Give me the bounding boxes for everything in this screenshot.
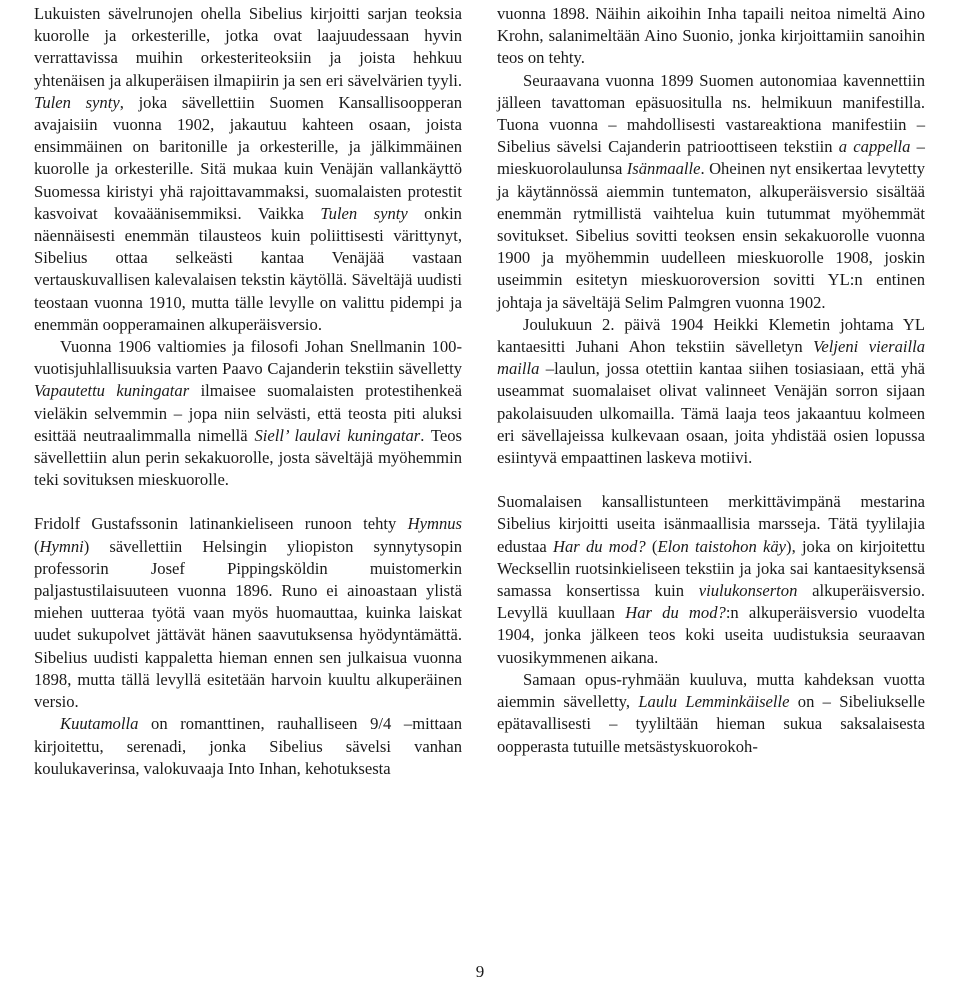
text: Vuonna 1906 valtiomies ja filosofi Johan Snellmanin 100-vuotisjuhlallisuuksia varten Paavo Cajanderin tekstiin sävelletty [34,337,462,379]
term-a-cappella: a cappella [838,137,911,157]
term-viulukonserton: viulukonserton [698,581,798,601]
text: on – Sibeliukselle epätavallisesti – tyyliltään hieman sukua saksalaisesta oopperasta tutuille metsästyskuorokoh- [497,692,925,756]
title-hymnus: Hymnus [407,514,462,534]
text: . Oheinen nyt ensikertaa levytetty ja käytännössä aiemmin tuntematon, alkuperäisversio sisältää enemmän rytmillistä vaihtelua kuin tutummat myöhemmät sovitukset. Sibelius sovitti teoksen ensin sekakuorolle vuonna 1900 ja myöhemmin uudelleen mieskuorolle 1908, joskin useimmin esitetyn mieskuoroversion sovitti YL:n entinen johtaja ja säveltäjä Selim Palmgren vuonna 1902. [497,159,925,312]
title-kuutamolla: Kuutamolla [60,714,139,734]
text: ilmaisee suomalaisten protestihenkeä vieläkin selvemmin – jopa niin selvästi, että teosta piti aluksi esittää neutraalimmalla nimellä [34,381,463,445]
text: , joka sävellettiin Suomen Kansallisoopperan avajaisiin vuonna 1902, jakautuu kahteen osaan, joista ensimmäinen on baritonille ja orkesterille, ja jälkimmäinen kuorolle ja orkesterille. Sitä mukaa kuin Venäjän vallankäyttö Suomessa kiristyi yhä rajoittavammaksi, suomalaisten protestit kasvoivat kovaäänisemmiksi. Vaikka [34,92,462,223]
text: . Teos sävellettiin alun perin sekakuorolle, josta säveltäjä myöhemmin teki sovituksen mieskuorolle. [34,425,463,490]
paragraph-vapautettu-kuningatar [34,336,462,491]
text: :n alkuperäisversio vuodelta 1904, jonka jälkeen teos koki useita uudistuksia seuraavan vuosikymmenen aikana. [497,603,925,667]
title-har-du-mod: Har du mod? [625,603,726,623]
text: ) sävellettiin Helsingin yliopiston synnytysopin professorin Josef Pippingsköldin muistomerkin paljastustilaisuuteen vuonna 1896. Runo ei ainoastaan ylistä miehen uutteraa työtä vaan myös huomauttaa, kuinka laiskat uudet sukupolvet jättävät hänen saavutuksensa hyödyntämättä. Sibelius uudisti kappaletta hieman ennen sen julkaisua vuonna 1898, mutta tällä levyllä esitetään harvoin kuultu alkuperäinen versio. [34,536,462,712]
paragraph-hymnus [34,513,462,713]
title-laulu-lemminkaiselle: Laulu Lemminkäiselle [638,692,790,712]
title-siell-laulavi-kuningatar: Siell’ laulavi kuningatar [254,425,421,445]
text: alkuperäisversio. Levyllä kuullaan [497,581,925,623]
text: ), joka on kirjoitettu Wecksellin ruotsinkieliseen tekstiin ja joka sai kantaesityksensä samassa konsertissa kuin [497,536,926,601]
paragraph-kuutamolla [34,713,462,780]
title-veljeni-vierailla-mailla: Veljeni vierailla mailla [497,337,926,379]
text: onkin näennäisesti enemmän tilausteos kuin poliittisesti värittynyt, Sibelius ottaa selkeästi kantaa Venäjää vastaan vertauskuvallisen kalevalaisen tekstin käytöllä. Säveltäjä uudisti teostaan vuonna 1910, mutta tälle levylle on valittu pidempi ja enemmän oopperamainen alkuperäisversio. [34,203,462,334]
left-column [34,3,462,780]
text: Fridolf Gustafssonin latinankieliseen runoon tehty [34,514,408,534]
text: Seuraavana vuonna 1899 Suomen autonomiaa kavennettiin jälleen tavattoman epäsuositulla ns. helmikuun manifestilla. Tuona vuonna – mahdollisesti vastareaktiona manifestiin – Sibelius sävelsi Cajanderin patrioottiseen tekstiin [497,70,925,157]
text: ( [34,536,40,556]
paragraph-laulu-lemminkaiselle [497,669,925,758]
text: Joulukuun 2. päivä 1904 Heikki Klemetin johtama YL kantaesitti Juhani Ahon tekstiin sävelletyn [497,314,925,357]
text: vuonna 1898. Näihin aikoihin Inha tapaili neitoa nimeltä Aino Krohn, salanimeltään Aino Suonio, jonka kirjoittamiin sanoihin teos on tehty. [497,4,925,68]
paragraph-har-du-mod [497,491,925,669]
title-tulen-synty: Tulen synty [320,203,408,223]
text: –laulun, jossa otettiin kantaa siihen tosiasiaan, että yhä useammat suomalaiset olivat valinneet Venäjän sorron sijaan pakolaisuuden ulkomailla. Tämä laaja teos jakaantuu kolmeen eri sävellajeissa kulkevaan osaan, joita yhdistää osien lopussa esiintyvä empaattinen laskeva motiivi. [497,359,925,468]
text: Lukuisten sävelrunojen ohella Sibelius kirjoitti sarjan teoksia kuorolle ja orkesterille, jotka ovat laajuudessaan hyvin verrattavissa muihin orkesteriteoksiin ja joista hehkuu yhtenäisen ja alkuperäisen ilmapiirin ja sen eri sävelvärien tyyli. [34,4,462,90]
title-isanmaalle: Isänmaalle [626,159,701,179]
text: on romanttinen, rauhalliseen 9/4 –mittaan kirjoitettu, serenadi, jonka Sibelius sävelsi vanhan koulukaverinsa, valokuvaaja Into Inhan, kehotuksesta [34,714,462,778]
paragraph-veljeni-vierailla-mailla [497,314,925,469]
text: –mieskuorolaulunsa [497,137,925,179]
title-har-du-mod: Har du mod? [553,536,646,556]
paragraph-tulen-synty [34,3,462,336]
text: ( [645,536,658,556]
right-column [497,3,925,758]
page-number: 9 [475,962,485,981]
title-elon-taistohon-kay: Elon taistohon käy [657,536,787,556]
paragraph-isanmaalle [497,70,925,314]
paragraph-continuation [497,3,925,70]
title-hymni: Hymni [39,536,84,556]
text: Samaan opus-ryhmään kuuluva, mutta kahdeksan vuotta aiemmin sävelletty, [497,669,925,712]
text: Suomalaisen kansallistunteen merkittävimpänä mestarina Sibelius kirjoitti useita isänmaallisia marsseja. Tätä tyylilajia edustaa [497,492,925,556]
title-tulen-synty: Tulen synty [34,92,120,112]
title-vapautettu-kuningatar: Vapautettu kuningatar [34,381,190,401]
